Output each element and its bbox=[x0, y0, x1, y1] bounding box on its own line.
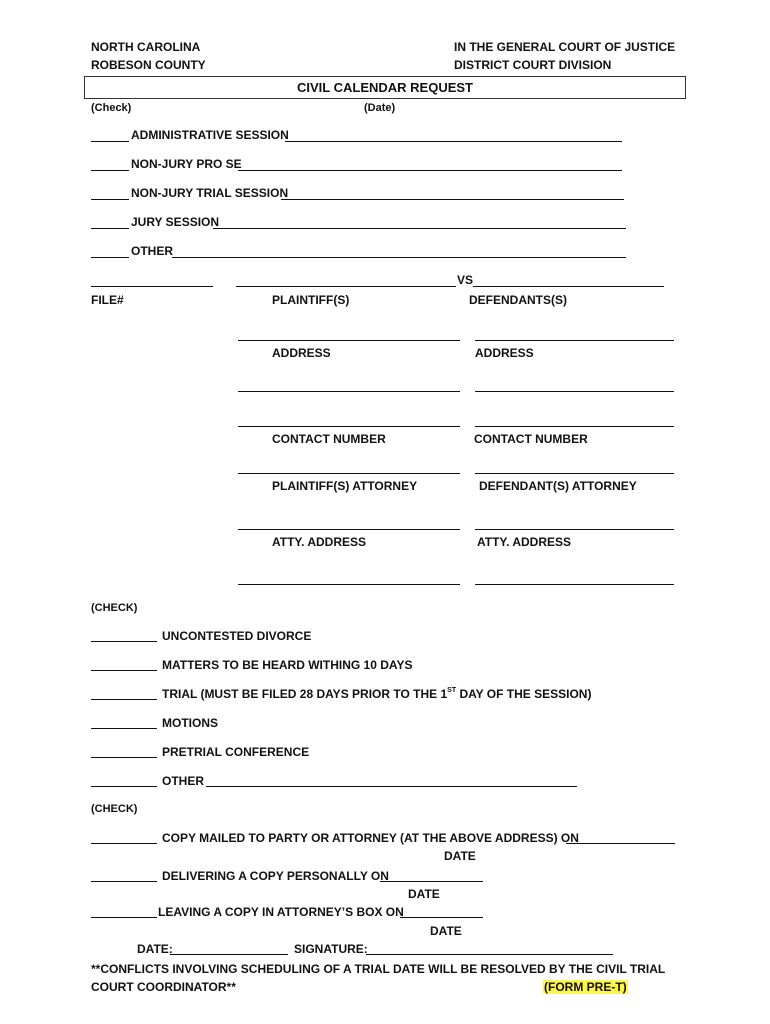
delivering-date-label: DATE bbox=[408, 887, 440, 901]
defendant-name-field[interactable] bbox=[473, 286, 664, 287]
footer-date-field[interactable] bbox=[170, 954, 288, 955]
matters-check-label: (CHECK) bbox=[91, 602, 138, 614]
copy-mailed-checkbox[interactable] bbox=[91, 843, 157, 844]
session-nonjury-pro-se-checkbox[interactable] bbox=[91, 170, 129, 171]
file-number-field[interactable] bbox=[91, 286, 213, 287]
defendant-address-label: ADDRESS bbox=[475, 346, 534, 360]
state-heading: NORTH CAROLINA bbox=[91, 40, 201, 54]
session-nonjury-trial-date-field[interactable] bbox=[281, 199, 624, 200]
conflicts-note-line1: **CONFLICTS INVOLVING SCHEDULING OF A TRIAL DATE WILL BE RESOLVED BY THE CIVIL TRIAL bbox=[91, 962, 666, 976]
form-id-badge bbox=[543, 980, 628, 994]
defendant-attorney-address-field[interactable] bbox=[475, 529, 674, 530]
uncontested-divorce-checkbox[interactable] bbox=[91, 641, 157, 642]
conflicts-note-line2: COURT COORDINATOR** bbox=[91, 980, 236, 994]
session-nonjury-pro-se-date-field[interactable] bbox=[238, 170, 622, 171]
service-check-label: (CHECK) bbox=[91, 803, 138, 815]
leaving-checkbox[interactable] bbox=[91, 917, 157, 918]
matter-other-label: OTHER bbox=[162, 774, 204, 788]
footer-date-label: DATE: bbox=[137, 942, 173, 956]
uncontested-divorce-label: UNCONTESTED DIVORCE bbox=[162, 629, 312, 643]
pretrial-checkbox[interactable] bbox=[91, 757, 157, 758]
defendant-attorney-field[interactable] bbox=[475, 473, 674, 474]
defendants-label: DEFENDANTS(S) bbox=[469, 293, 567, 307]
session-administrative-date-field[interactable] bbox=[285, 141, 622, 142]
defendant-attorney-address-line2-field[interactable] bbox=[475, 584, 674, 585]
ten-days-label: MATTERS TO BE HEARD WITHING 10 DAYS bbox=[162, 658, 413, 672]
session-other-checkbox[interactable] bbox=[91, 257, 129, 258]
plaintiffs-label: PLAINTIFF(S) bbox=[272, 293, 350, 307]
session-nonjury-trial-label: NON-JURY TRIAL SESSION bbox=[131, 186, 289, 200]
session-jury-date-field[interactable] bbox=[213, 228, 626, 229]
court-heading: IN THE GENERAL COURT OF JUSTICE bbox=[454, 40, 676, 54]
date-label: (Date) bbox=[364, 102, 396, 114]
leaving-label: LEAVING A COPY IN ATTORNEY’S BOX ON bbox=[158, 905, 404, 919]
delivering-label: DELIVERING A COPY PERSONALLY ON bbox=[162, 869, 389, 883]
delivering-checkbox[interactable] bbox=[91, 881, 157, 882]
county-heading: ROBESON COUNTY bbox=[91, 58, 206, 72]
copy-mailed-label: COPY MAILED TO PARTY OR ATTORNEY (AT THE ABOVE ADDRESS) ON bbox=[162, 831, 579, 845]
leaving-date-label: DATE bbox=[430, 924, 462, 938]
file-number-label: FILE# bbox=[91, 293, 124, 307]
ten-days-checkbox[interactable] bbox=[91, 670, 157, 671]
plaintiff-address-label: ADDRESS bbox=[272, 346, 331, 360]
matter-other-checkbox[interactable] bbox=[91, 786, 157, 787]
trial-label-suffix: DAY OF THE SESSION) bbox=[456, 687, 592, 701]
session-other-label: OTHER bbox=[131, 244, 173, 258]
plaintiff-contact-field[interactable] bbox=[238, 426, 460, 427]
motions-label: MOTIONS bbox=[162, 716, 218, 730]
motions-checkbox[interactable] bbox=[91, 728, 157, 729]
plaintiff-attorney-address-line2-field[interactable] bbox=[238, 584, 460, 585]
plaintiff-attorney-address-field[interactable] bbox=[238, 529, 460, 530]
plaintiff-address-line2-field[interactable] bbox=[238, 391, 460, 392]
session-jury-label: JURY SESSION bbox=[131, 215, 220, 229]
form-id-text: (FORM PRE-T) bbox=[544, 980, 627, 994]
footer-signature-label: SIGNATURE: bbox=[294, 942, 368, 956]
trial-label-text: TRIAL (MUST BE FILED 28 DAYS PRIOR TO THE 1 bbox=[162, 687, 448, 701]
leaving-date-field[interactable] bbox=[400, 917, 483, 918]
copy-mailed-date-field[interactable] bbox=[566, 843, 675, 844]
copy-mailed-date-label: DATE bbox=[444, 849, 476, 863]
session-administrative-label: ADMINISTRATIVE SESSION bbox=[131, 128, 289, 142]
form-title-box bbox=[84, 76, 686, 99]
footer-signature-field[interactable] bbox=[366, 954, 613, 955]
trial-label bbox=[162, 687, 591, 701]
plaintiff-name-field[interactable] bbox=[236, 286, 456, 287]
trial-label-superscript: ST bbox=[447, 687, 457, 694]
defendant-address-line2-field[interactable] bbox=[475, 391, 674, 392]
session-nonjury-pro-se-label: NON-JURY PRO SE bbox=[131, 157, 242, 171]
matter-other-field[interactable] bbox=[206, 786, 577, 787]
trial-checkbox[interactable] bbox=[91, 699, 157, 700]
vs-label: VS bbox=[457, 273, 474, 287]
defendant-contact-label: CONTACT NUMBER bbox=[474, 432, 588, 446]
session-jury-checkbox[interactable] bbox=[91, 228, 129, 229]
plaintiff-address-field[interactable] bbox=[238, 340, 460, 341]
division-heading: DISTRICT COURT DIVISION bbox=[454, 58, 612, 72]
session-nonjury-trial-checkbox[interactable] bbox=[91, 199, 129, 200]
session-other-date-field[interactable] bbox=[172, 257, 626, 258]
pretrial-label: PRETRIAL CONFERENCE bbox=[162, 745, 310, 759]
plaintiff-attorney-field[interactable] bbox=[238, 473, 460, 474]
plaintiff-attorney-label: PLAINTIFF(S) ATTORNEY bbox=[272, 479, 418, 493]
plaintiff-attorney-address-label: ATTY. ADDRESS bbox=[272, 535, 367, 549]
delivering-date-field[interactable] bbox=[380, 881, 483, 882]
plaintiff-contact-label: CONTACT NUMBER bbox=[272, 432, 386, 446]
defendant-attorney-address-label: ATTY. ADDRESS bbox=[477, 535, 572, 549]
check-label: (Check) bbox=[91, 102, 132, 114]
defendant-address-field[interactable] bbox=[475, 340, 674, 341]
session-administrative-checkbox[interactable] bbox=[91, 141, 129, 142]
form-title: CIVIL CALENDAR REQUEST bbox=[297, 80, 473, 95]
defendant-attorney-label: DEFENDANT(S) ATTORNEY bbox=[479, 479, 637, 493]
defendant-contact-field[interactable] bbox=[475, 426, 674, 427]
